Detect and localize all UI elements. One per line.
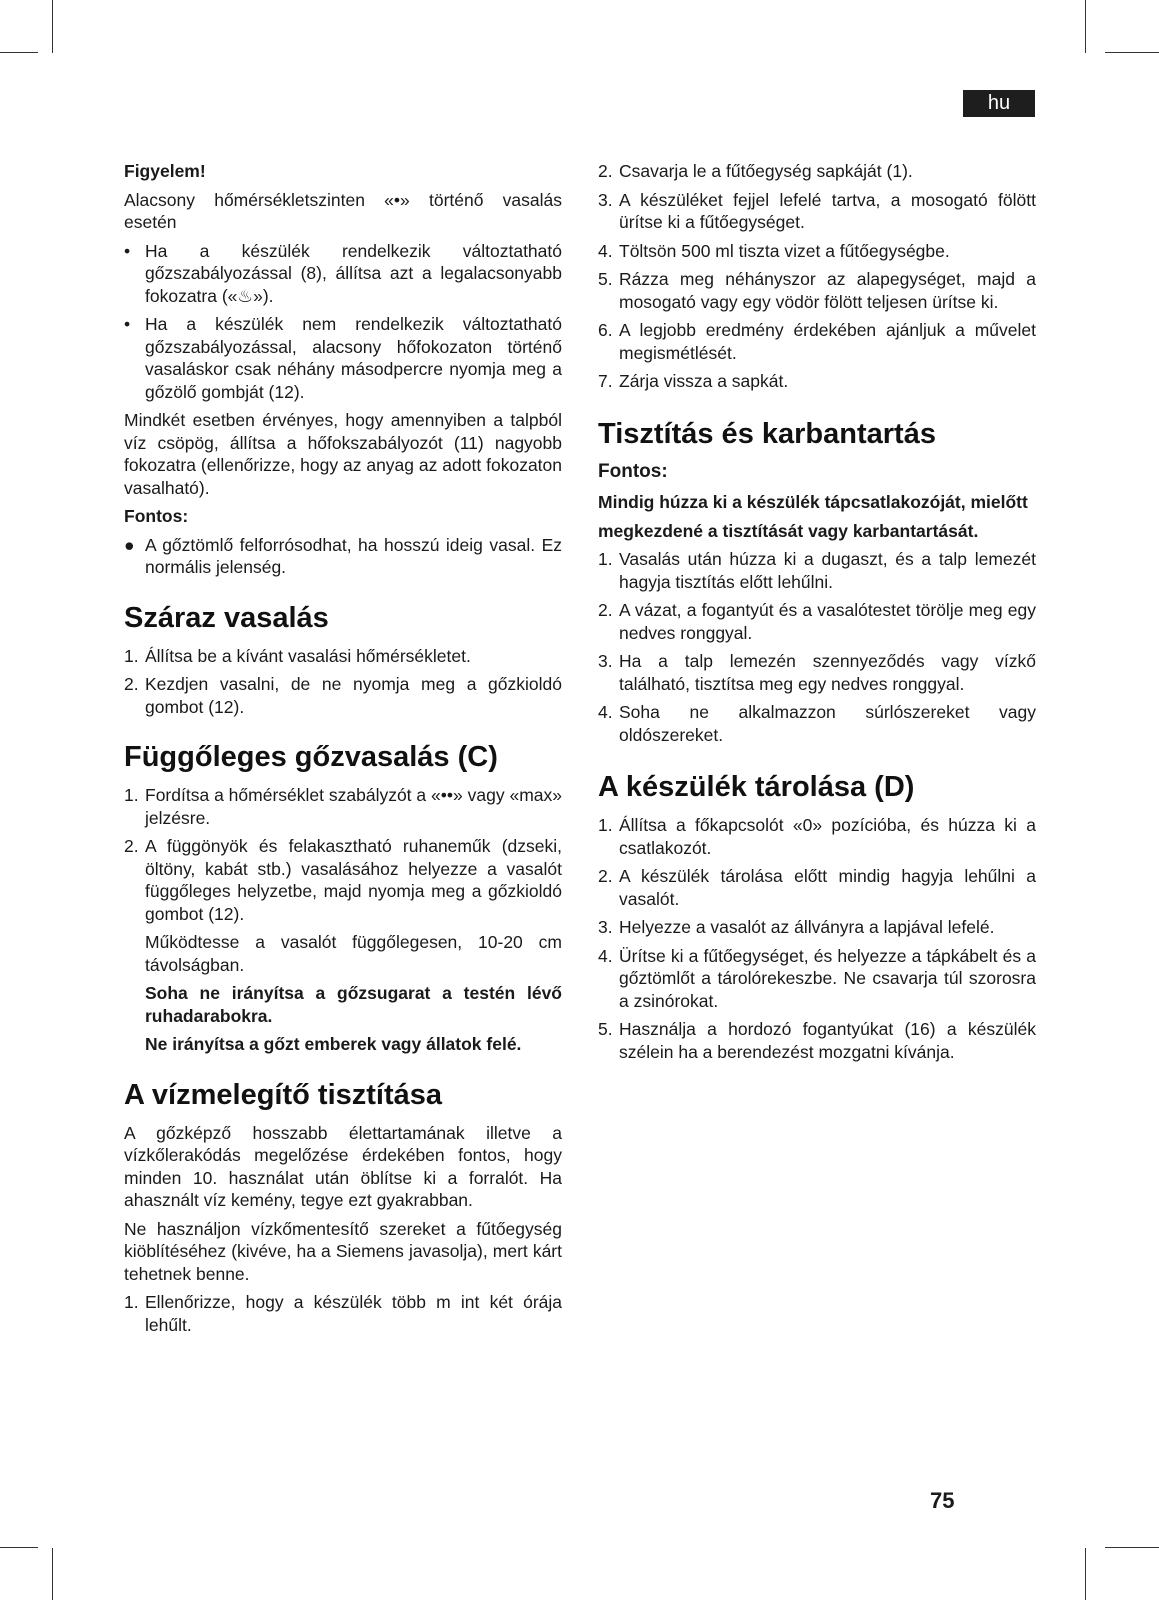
section-title-cleaning: Tisztítás és karbantartás bbox=[598, 417, 936, 450]
section-title-heater: A vízmelegítő tisztítása bbox=[124, 1078, 443, 1111]
list-item: 3. Helyezze a vasalót az állványra a lapjával lefelé. bbox=[598, 917, 995, 937]
section-title-vertical: Függőleges gőzvasalás (C) bbox=[124, 741, 498, 773]
list-item: 2. A függönyök és felakasztható ruhaneműk (dzseki, öltöny, kabát stb.) vasalásához helyezze a vasalót függőleges helyzetbe, majd nyomja meg a gőzkioldó gombot (12). bbox=[124, 836, 562, 924]
list-item: 1. Állítsa be a kívánt vasalási hőmérsékletet. bbox=[124, 645, 471, 666]
warning-title: Figyelem! bbox=[124, 161, 206, 181]
cleaning-warning: megkezdené a tisztítását vagy karbantartását. bbox=[598, 520, 979, 541]
list-item: 5. Rázza meg néhányszor az alapegységet, majd a mosogató vagy egy vödör fölött teljesen ürítse ki. bbox=[598, 269, 1036, 312]
warning-outro: Mindkét esetben érvényes, hogy amennyiben a talpból víz csöpög, állítsa a hőfokszabályozót (11) nagyobb fokozatra (ellenőrizze, hogy az anyag az adott fokozaton vasalható). bbox=[124, 410, 562, 498]
crop-mark bbox=[1085, 0, 1086, 53]
dry-steps bbox=[124, 645, 562, 719]
list-item: 2. Kezdjen vasalni, de ne nyomja meg a gőzkioldó gombot (12). bbox=[124, 674, 562, 717]
warning-bullets bbox=[124, 240, 562, 404]
list-item: 1. Ellenőrizze, hogy a készülék több m int két órája lehűlt. bbox=[124, 1292, 562, 1335]
fontos-label: Fontos: bbox=[124, 506, 189, 526]
page-number: 75 bbox=[930, 1488, 955, 1513]
storage-steps bbox=[598, 814, 1036, 1063]
heater-steps bbox=[124, 1291, 562, 1336]
list-item: • Ha a készülék rendelkezik változtatható gőzszabályozással (8), állítsa azt a legalacsonyabb fokozatra («♨»). bbox=[124, 240, 562, 306]
left-column bbox=[124, 160, 562, 1342]
list-item: • Ha a készülék nem rendelkezik változtatható gőzszabályozással, alacsony hőfokozaton történő vasaláskor csak néhány másodpercre nyomja meg a gőzölő gombját (12). bbox=[124, 314, 562, 402]
list-item: 2. Csavarja le a fűtőegység sapkáját (1). bbox=[598, 161, 913, 181]
vertical-warning: Ne irányítsa a gőzt emberek vagy állatok felé. bbox=[145, 1034, 522, 1054]
language-tag: hu bbox=[963, 90, 1035, 117]
heater-paragraph: A gőzképző hosszabb élettartamának illetve a vízkőlerakódás megelőzése érdekében fontos, hogy minden 10. használat után öblítse ki a forralót. Ha ahasznált víz kemény, tegye ezt gyakrabban. bbox=[124, 1122, 562, 1210]
crop-mark bbox=[1105, 1547, 1159, 1548]
list-item: 4. Ürítse ki a fűtőegységet, és helyezze a tápkábelt és a gőztömlőt a tárolórekeszbe. Ne csavarja túl szorosra a zsinórokat. bbox=[598, 945, 1036, 1011]
list-item: 1. Fordítsa a hőmérséklet szabályzót a «••» vagy «max» jelzésre. bbox=[124, 785, 562, 828]
crop-mark bbox=[52, 1548, 53, 1600]
vertical-note: Működtesse a vasalót függőlegesen, 10-20 cm távolságban. bbox=[145, 932, 562, 975]
crop-mark bbox=[0, 1547, 38, 1548]
crop-mark bbox=[0, 52, 38, 53]
crop-mark bbox=[1105, 52, 1159, 53]
list-item: 3. Ha a talp lemezén szennyeződés vagy vízkő található, tisztítsa meg egy nedves ronggyal. bbox=[598, 651, 1036, 694]
fontos-label: Fontos: bbox=[598, 460, 668, 482]
heater-steps-continued bbox=[598, 160, 1036, 393]
list-item: 1. Vasalás után húzza ki a dugaszt, és a talp lemezét hagyja tisztítás előtt lehűlni. bbox=[598, 549, 1036, 592]
list-item: 4. Soha ne alkalmazzon súrlószereket vagy oldószereket. bbox=[598, 702, 1036, 745]
cleaning-steps bbox=[598, 548, 1036, 746]
vertical-steps bbox=[124, 784, 562, 925]
fontos-bullets bbox=[124, 534, 562, 579]
section-title-storage: A készülék tárolása (D) bbox=[598, 771, 915, 803]
list-item: 1. Állítsa a főkapcsolót «0» pozícióba, és húzza ki a csatlakozót. bbox=[598, 815, 1036, 858]
heater-paragraph: Ne használjon vízkőmentesítő szereket a fűtőegység kiöblítéséhez (kivéve, ha a Siemens javasolja), mert kárt tehetnek benne. bbox=[124, 1218, 562, 1284]
list-item: 6. A legjobb eredmény érdekében ajánljuk a művelet megismétlését. bbox=[598, 320, 1036, 363]
cleaning-warning: Mindig húzza ki a készülék tápcsatlakozóját, mielőtt bbox=[598, 492, 1028, 512]
list-item: 7. Zárja vissza a sapkát. bbox=[598, 371, 789, 391]
crop-mark bbox=[52, 0, 53, 53]
list-item: 4. Töltsön 500 ml tiszta vizet a fűtőegységbe. bbox=[598, 240, 950, 261]
warning-intro: Alacsony hőmérsékletszinten «•» történő vasalás esetén bbox=[124, 189, 562, 232]
list-item: 2. A vázat, a fogantyút és a vasalótestet törölje meg egy nedves ronggyal. bbox=[598, 600, 1036, 643]
list-item: ● A gőztömlő felforrósodhat, ha hosszú ideig vasal. Ez normális jelenség. bbox=[124, 534, 562, 577]
section-title-dry: Száraz vasalás bbox=[124, 601, 329, 634]
crop-mark bbox=[1085, 1548, 1086, 1600]
vertical-warning: Soha ne irányítsa a gőzsugarat a testén lévő ruhadarabokra. bbox=[145, 983, 562, 1026]
list-item: 2. A készülék tárolása előtt mindig hagyja lehűlni a vasalót. bbox=[598, 866, 1036, 909]
list-item: 5. Használja a hordozó fogantyúkat (16) a készülék szélein ha a berendezést mozgatni kívánja. bbox=[598, 1019, 1036, 1062]
right-column bbox=[598, 160, 1036, 1069]
list-item: 3. A készüléket fejjel lefelé tartva, a mosogató fölött ürítse ki a fűtőegységet. bbox=[598, 189, 1036, 232]
